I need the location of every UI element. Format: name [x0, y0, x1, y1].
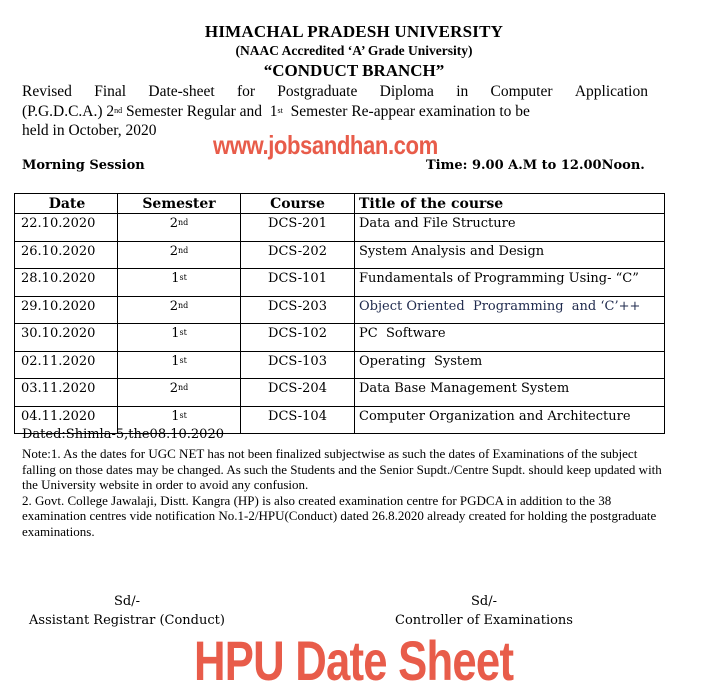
- cell-date: 22.10.2020: [15, 214, 118, 242]
- semester-number: 2: [169, 298, 178, 314]
- intro-word: Postgraduate: [277, 83, 358, 100]
- cell-title: Computer Organization and Architecture: [355, 406, 665, 434]
- signature-mark: Sd/-: [471, 594, 497, 609]
- semester-number: 1: [171, 353, 180, 369]
- intro-line-1: [22, 82, 648, 102]
- cell-date: 30.10.2020: [15, 324, 118, 352]
- intro-text: (P.G.D.C.A.) 2: [22, 102, 115, 120]
- header-course: Course: [241, 194, 355, 214]
- ordinal-suffix: nd: [178, 383, 189, 392]
- intro-word: Final: [94, 83, 127, 100]
- dated-line: Dated:Shimla-5,the08.10.2020: [22, 427, 224, 442]
- ordinal-suffix: st: [179, 355, 187, 365]
- signature-controller: [384, 594, 584, 628]
- table-row: [15, 269, 665, 297]
- date-sheet-table: [14, 193, 665, 434]
- table-row: [15, 351, 665, 379]
- cell-semester: [118, 351, 241, 379]
- intro-line-3: held in October, 2020: [22, 122, 157, 139]
- watermark-url: www.jobsandhan.com: [213, 130, 438, 160]
- intro-line-2: [22, 102, 648, 122]
- cell-title: Operating System: [355, 351, 665, 379]
- cell-semester: [118, 379, 241, 407]
- semester-number: 2: [169, 216, 178, 231]
- cell-course: DCS-104: [241, 406, 355, 434]
- cell-date: 03.11.2020: [15, 379, 118, 407]
- cell-course: DCS-101: [241, 269, 355, 297]
- cell-title: Data and File Structure: [355, 214, 665, 242]
- ordinal-suffix: st: [179, 410, 187, 420]
- signature-mark: Sd/-: [114, 594, 140, 609]
- ordinal-suffix: nd: [178, 218, 189, 227]
- intro-word: for: [236, 83, 256, 100]
- cell-semester: [118, 214, 241, 242]
- cell-semester: [118, 269, 241, 297]
- accreditation-subtitle: (NAAC Accredited ‘A’ Grade University): [235, 43, 473, 58]
- header-date: Date: [15, 194, 118, 214]
- signatory-title: Controller of Examinations: [395, 613, 573, 628]
- cell-course: DCS-102: [241, 324, 355, 352]
- table-row: [15, 324, 665, 352]
- cell-date: 04.11.2020: [15, 406, 118, 434]
- intro-text: Semester Re-appear examination to be: [282, 102, 530, 120]
- cell-title: PC Software: [355, 324, 665, 352]
- cell-date: 26.10.2020: [15, 241, 118, 269]
- cell-title: Object Oriented Programming and ‘C’++: [355, 296, 665, 324]
- ordinal-suffix: st: [277, 105, 283, 115]
- session-time: Time: 9.00 A.M to 12.00Noon.: [426, 158, 645, 173]
- intro-text: Semester Regular and 1: [122, 102, 278, 120]
- semester-number: 1: [171, 408, 180, 424]
- note-1: Note:1. As the dates for UGC NET has not been finalized subjectwise as such the dates of Examinations of the subject falling on those dates may be changed. As such the Students and the Senior Supdt./Centre Supdt. should keep updated with the University website in order to avoid any confusion.: [22, 446, 662, 492]
- cell-course: DCS-204: [241, 379, 355, 407]
- table-row: [15, 379, 665, 407]
- branch-title: “CONDUCT BRANCH”: [263, 61, 445, 80]
- university-title: HIMACHAL PRADESH UNIVERSITY: [204, 22, 504, 41]
- intro-word: Diploma: [379, 83, 434, 100]
- table-row: [15, 214, 665, 242]
- table-row: [15, 296, 665, 324]
- session-label: Morning Session: [22, 158, 145, 173]
- banner-title: [0, 630, 708, 692]
- ordinal-suffix: nd: [178, 300, 189, 310]
- cell-title: Data Base Management System: [355, 379, 665, 407]
- cell-title: Fundamentals of Programming Using- “C”: [355, 269, 665, 297]
- cell-date: 02.11.2020: [15, 351, 118, 379]
- ordinal-suffix: st: [179, 273, 187, 282]
- signatory-title: Assistant Registrar (Conduct): [29, 613, 225, 628]
- cell-course: DCS-202: [241, 241, 355, 269]
- cell-title: System Analysis and Design: [355, 241, 665, 269]
- cell-course: DCS-203: [241, 296, 355, 324]
- ordinal-suffix: st: [179, 328, 187, 337]
- intro-word: Application: [574, 83, 648, 100]
- notes-section: [22, 446, 662, 539]
- cell-date: 29.10.2020: [15, 296, 118, 324]
- cell-date: 28.10.2020: [15, 269, 118, 297]
- intro-word: Revised: [22, 83, 72, 100]
- signature-assistant-registrar: [22, 594, 232, 628]
- semester-number: 2: [169, 381, 178, 396]
- intro-word: Computer: [490, 83, 553, 100]
- ordinal-suffix: nd: [178, 245, 189, 255]
- ordinal-suffix: nd: [114, 105, 123, 115]
- header-semester: Semester: [118, 194, 241, 214]
- semester-number: 1: [171, 271, 180, 286]
- semester-number: 2: [169, 243, 178, 259]
- intro-word: Date-sheet: [148, 83, 215, 100]
- table-row: [15, 241, 665, 269]
- semester-number: 1: [171, 326, 180, 341]
- cell-course: DCS-103: [241, 351, 355, 379]
- banner-text: HPU Date Sheet: [194, 629, 514, 692]
- cell-semester: [118, 296, 241, 324]
- intro-word: in: [456, 83, 469, 100]
- cell-semester: [118, 324, 241, 352]
- cell-semester: [118, 241, 241, 269]
- note-2: 2. Govt. College Jawalaji, Distt. Kangra (HP) is also created examination centre for PGDCA in addition to the 38 examination centres vide notification No.1-2/HPU(Conduct) dated 26.8.2020 already created for holding the postgraduate examinations.: [22, 492, 657, 539]
- header-title: Title of the course: [355, 194, 665, 214]
- table-header-row: [15, 194, 665, 214]
- cell-course: DCS-201: [241, 214, 355, 242]
